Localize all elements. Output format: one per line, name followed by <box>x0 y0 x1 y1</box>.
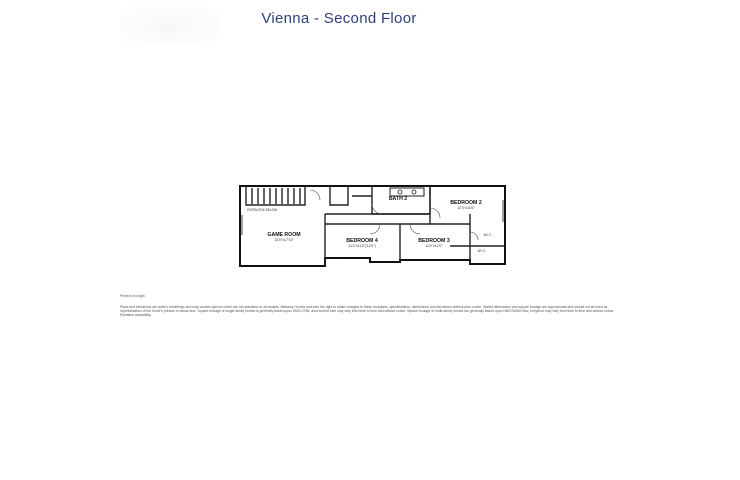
room-label-bath-2: BATH 2 <box>388 196 408 202</box>
disclaimer-text: Plans and elevations are artist's renderings and may contain options which are not standard on all models. Mattamy Homes reserves the right to make changes to these floorplans, specifications, dimensions and elevations without prior notice. Stated dimensions and square footage are approximate and should not be used as representation of the home's precise or actual size. Square footage of single family homes is generally based upon ANSI Z765; area and lot size may vary from time to time and without notice. Square footage of multi-family homes are generally based upon NAS BOMA 96a; a legal lot may vary from time to time and without notice. Elevation availability. <box>120 305 615 317</box>
interior-walls <box>246 186 505 266</box>
room-dims-game-room: 13'0"x17'10" <box>274 238 294 242</box>
overlook-label: OVERLOOK BELOW <box>246 208 278 212</box>
room-dims-bedroom-3: 11'0"x12'0" <box>425 244 443 248</box>
room-label-bedroom-2: BEDROOM 2 <box>450 200 482 206</box>
printed-note: Printed on origin <box>120 294 145 298</box>
room-label-bedroom-4: BEDROOM 4 <box>346 238 378 244</box>
room-dims-bedroom-4: 11'4"x11'0"(12'0") <box>348 244 376 248</box>
room-label-game-room: GAME ROOM <box>267 232 301 238</box>
room-label-wic-upper: W.I.C. <box>483 233 493 237</box>
room-dims-bedroom-2: 12'0"x11'6" <box>457 206 475 210</box>
room-label-wic-lower: W.I.C. <box>477 249 487 253</box>
page-title: Vienna - Second Floor <box>261 10 417 27</box>
room-label-bedroom-3: BEDROOM 3 <box>418 238 450 244</box>
